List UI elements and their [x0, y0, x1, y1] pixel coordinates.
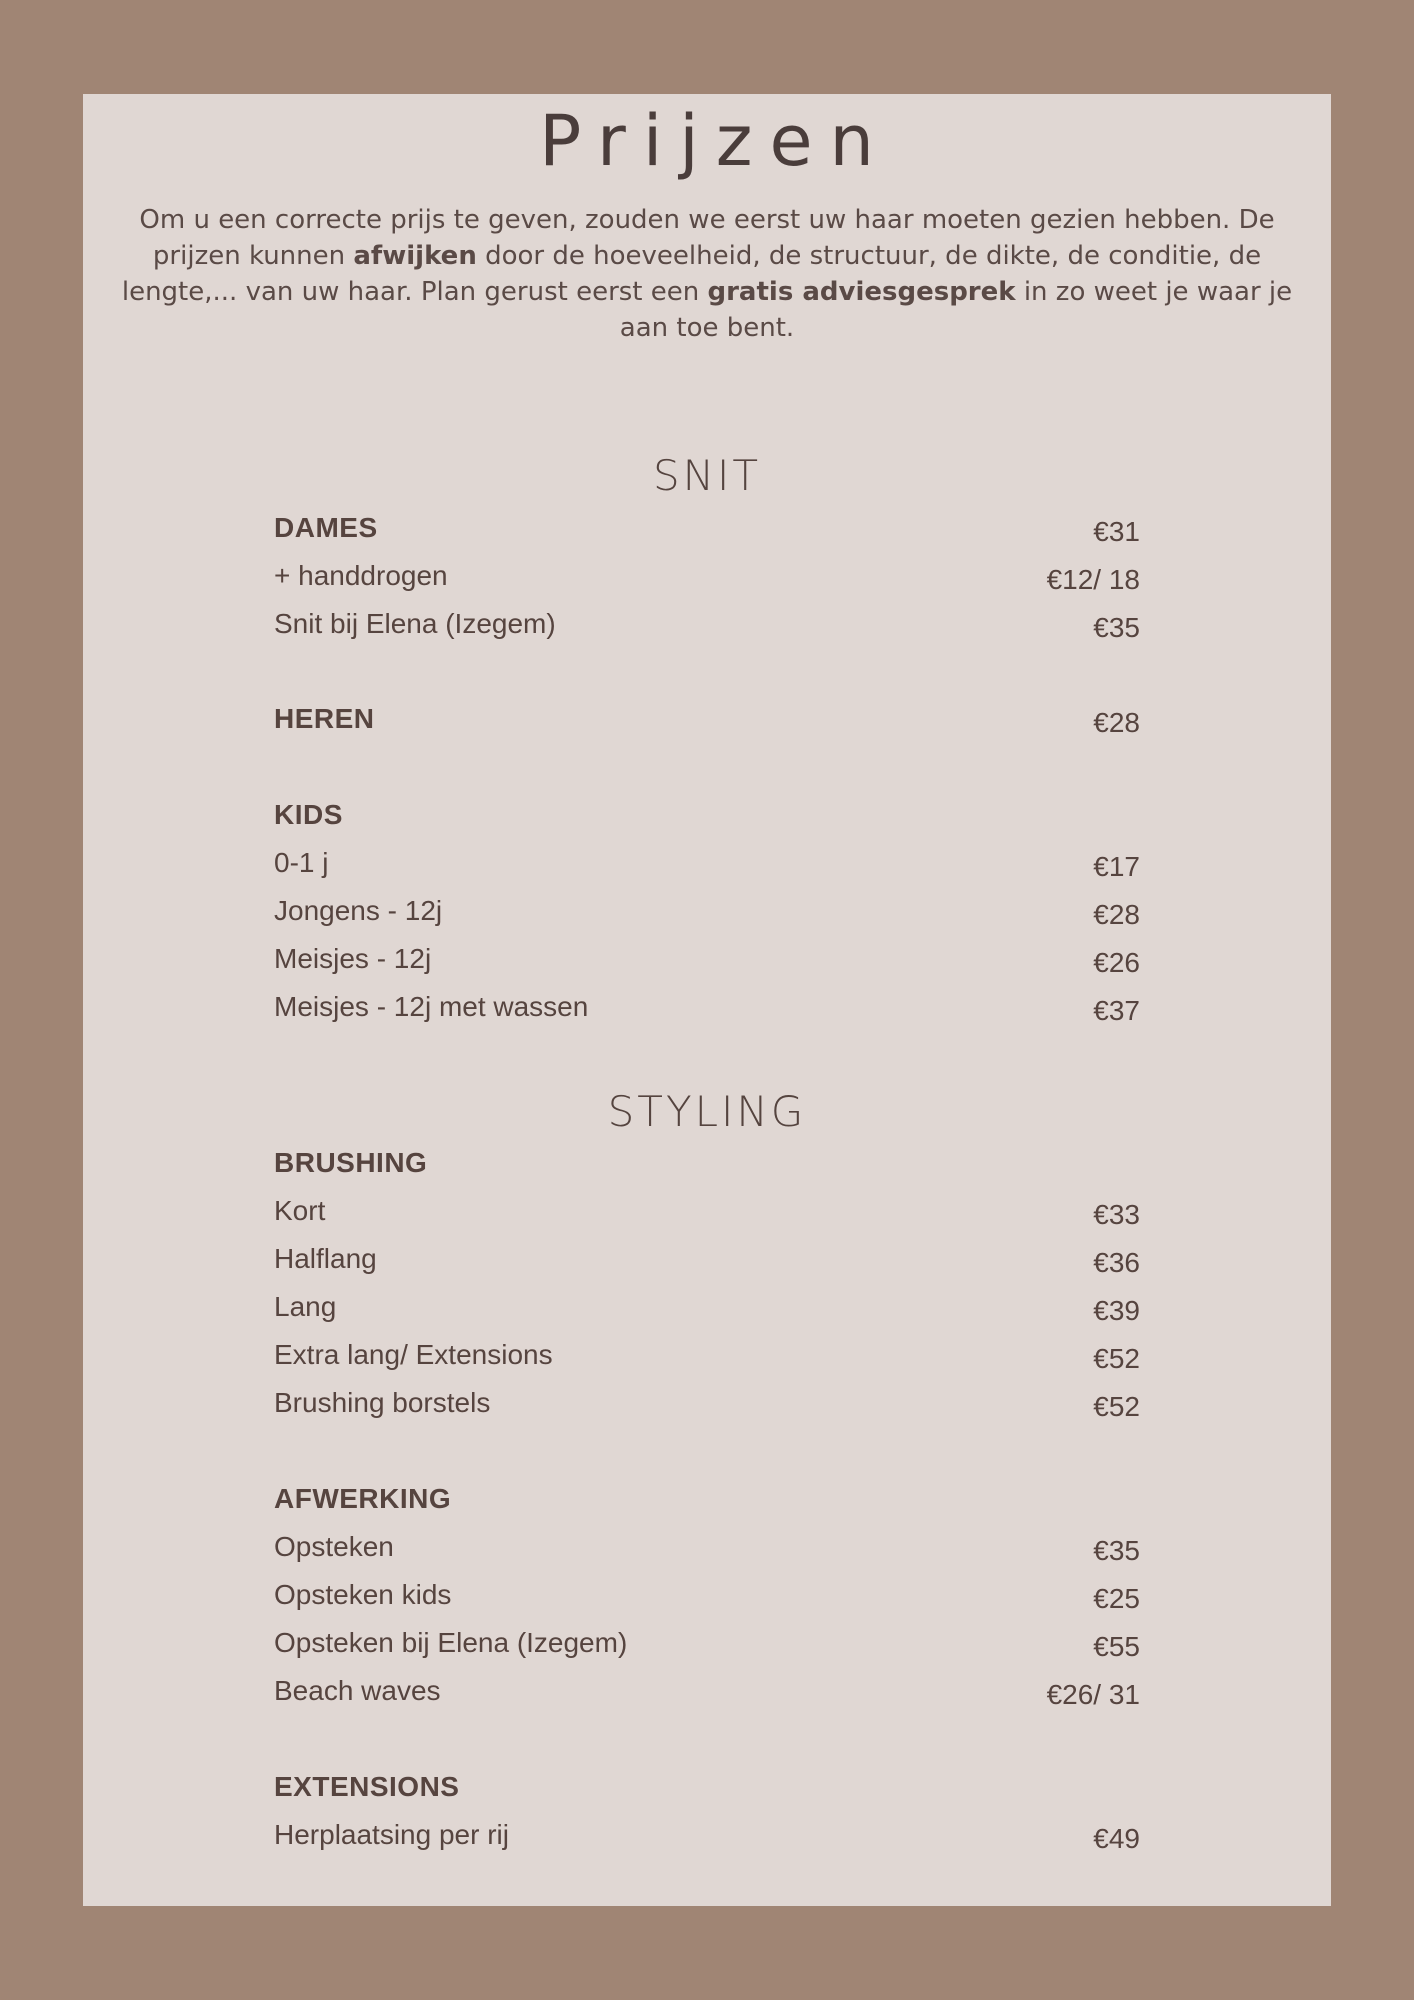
row-price: €17: [1093, 851, 1140, 882]
price-row-elena: [274, 608, 1140, 648]
row-price: €35: [1093, 1535, 1140, 1566]
row-price: €31: [1093, 516, 1140, 547]
row-label: Jongens - 12j: [274, 895, 443, 926]
row-label: Opsteken kids: [274, 1579, 452, 1610]
price-row-heren: [274, 703, 1140, 743]
row-price: €35: [1093, 612, 1140, 643]
price-row: [274, 991, 1140, 1031]
row-label: Opsteken: [274, 1531, 394, 1562]
row-label: BRUSHING: [274, 1147, 428, 1178]
price-row: [274, 1243, 1140, 1283]
row-price: €25: [1093, 1583, 1140, 1614]
intro-bold-adviesgesprek: gratis adviesgesprek: [707, 277, 1016, 307]
row-price: €39: [1093, 1295, 1140, 1326]
intro-part-1: Om u een correcte prijs te geven, zouden we eerst uw haar moeten gezien hebben. De prijzen kunnen: [139, 205, 1275, 271]
row-label: Snit bij Elena (Izegem): [274, 608, 556, 639]
row-label: HEREN: [274, 703, 375, 734]
row-price: €12/ 18: [1046, 564, 1140, 595]
intro-part-2: door de hoeveelheid, de structuur, de dikte, de conditie, de lengte,... van uw haar. Plan gerust eerst een: [121, 241, 1262, 307]
intro-part-3: in zo weet je waar je aan toe bent.: [619, 277, 1293, 343]
category-heading-afwerking: [274, 1483, 1140, 1523]
row-price: €26/ 31: [1046, 1679, 1140, 1710]
row-label: Herplaatsing per rij: [274, 1819, 509, 1850]
price-row: [274, 1195, 1140, 1235]
row-label: Halflang: [274, 1243, 377, 1274]
price-row: [274, 1675, 1140, 1715]
row-price: €52: [1093, 1343, 1140, 1374]
intro-text: [100, 202, 1314, 346]
category-heading-kids: [274, 799, 1140, 839]
row-price: €26: [1093, 947, 1140, 978]
row-label: Lang: [274, 1291, 337, 1322]
row-label: + handdrogen: [274, 560, 448, 591]
row-label: Kort: [274, 1195, 326, 1226]
section-title-styling: STYLING: [607, 1087, 807, 1136]
row-price: €33: [1093, 1199, 1140, 1230]
category-heading-brushing: [274, 1147, 1140, 1187]
row-label: EXTENSIONS: [274, 1771, 460, 1802]
row-price: €28: [1093, 707, 1140, 738]
page-title: Prijzen: [539, 100, 891, 182]
row-label: Meisjes - 12j: [274, 943, 432, 974]
price-row-dames: [274, 512, 1140, 552]
row-label: Brushing borstels: [274, 1387, 491, 1418]
price-row: [274, 1291, 1140, 1331]
price-row: [274, 1627, 1140, 1667]
row-label: AFWERKING: [274, 1483, 452, 1514]
row-price: €52: [1093, 1391, 1140, 1422]
price-row-handdrogen: [274, 560, 1140, 600]
row-label: Beach waves: [274, 1675, 441, 1706]
row-price: €55: [1093, 1631, 1140, 1662]
row-price: €37: [1093, 995, 1140, 1026]
price-row: [274, 1579, 1140, 1619]
row-label: DAMES: [274, 512, 378, 543]
row-price: €49: [1093, 1823, 1140, 1854]
row-label: 0-1 j: [274, 847, 329, 878]
row-label: Extra lang/ Extensions: [274, 1339, 553, 1370]
price-row: [274, 943, 1140, 983]
row-price: €28: [1093, 899, 1140, 930]
intro-bold-afwijken: afwijken: [353, 241, 477, 271]
price-row: [274, 1387, 1140, 1427]
price-row: [274, 847, 1140, 887]
row-price: €36: [1093, 1247, 1140, 1278]
category-heading-extensions: [274, 1771, 1140, 1811]
price-row: [274, 895, 1140, 935]
price-row: [274, 1819, 1140, 1859]
row-label: Opsteken bij Elena (Izegem): [274, 1627, 628, 1658]
section-title-snit: SNIT: [652, 451, 762, 500]
row-label: KIDS: [274, 799, 343, 830]
price-row: [274, 1531, 1140, 1571]
row-label: Meisjes - 12j met wassen: [274, 991, 589, 1022]
price-row: [274, 1339, 1140, 1379]
